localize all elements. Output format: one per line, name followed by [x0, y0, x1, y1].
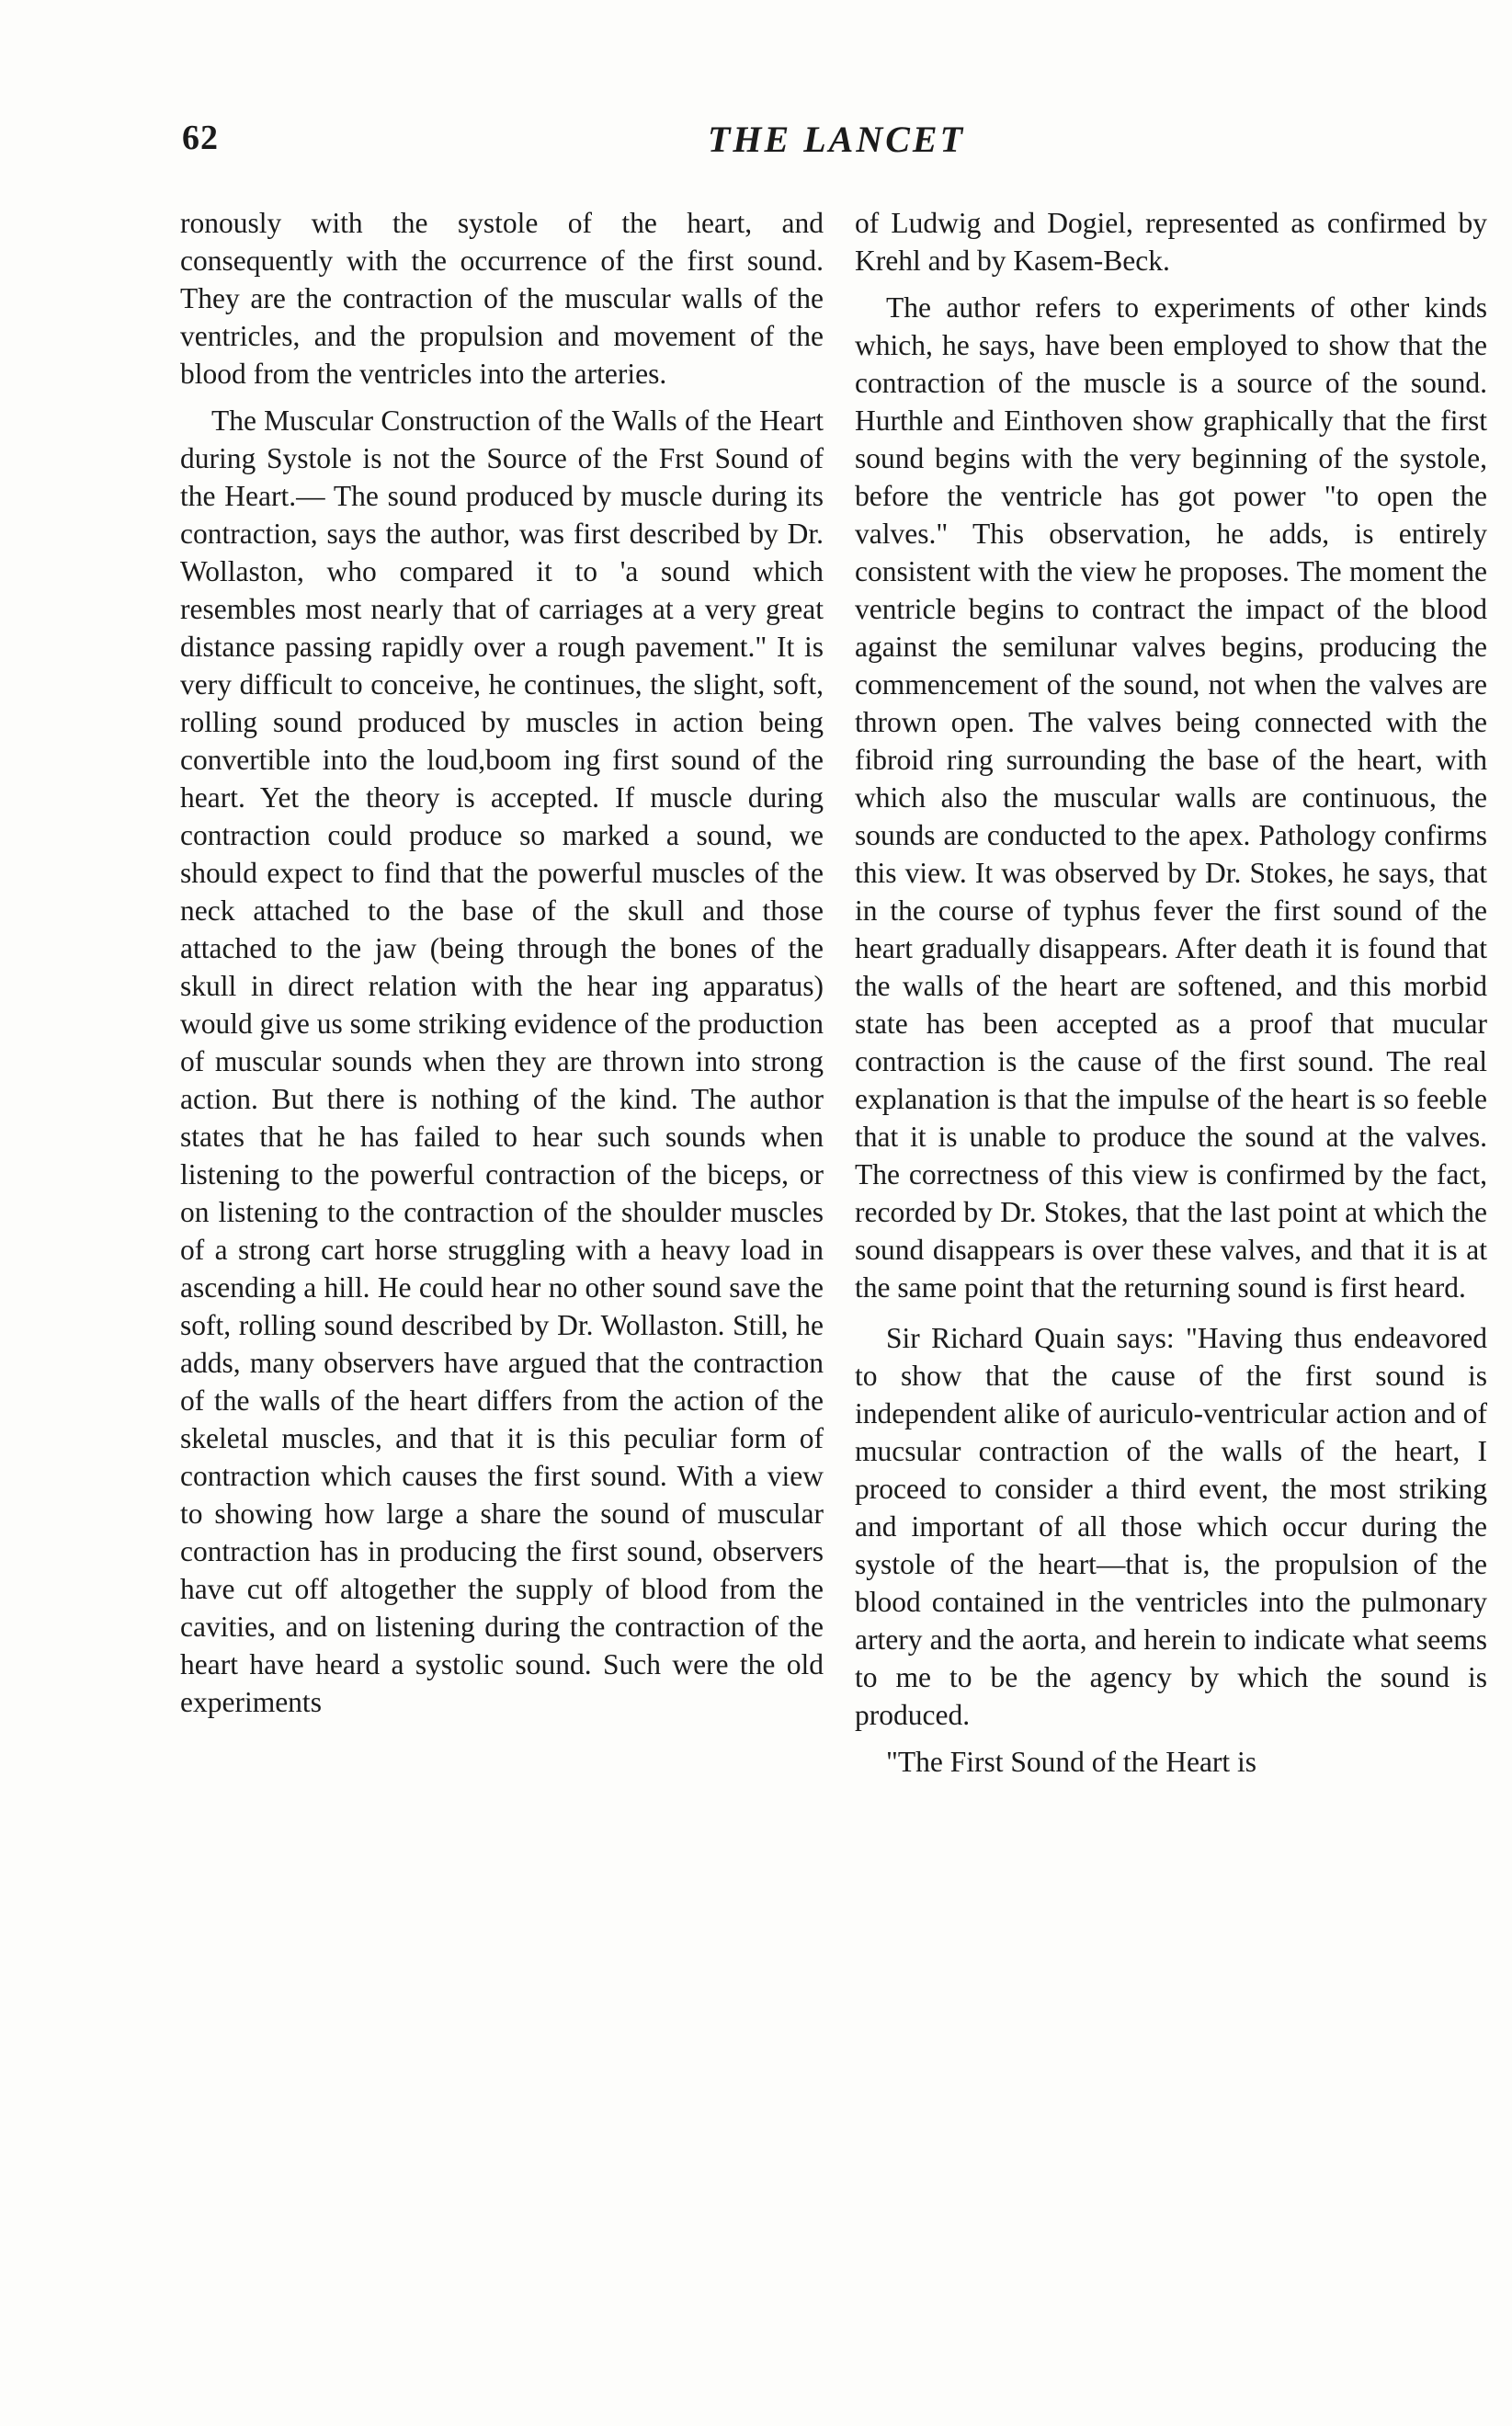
page-number: 62: [182, 119, 219, 157]
right-column: [855, 204, 1487, 1790]
right-paragraph-3: Sir Richard Quain says: "Having thus endeavored to show that the cause of the first sound is independent alike of auriculo-ventricular action and of mucsular contraction of the walls of the heart, I proceed to consider a third event, the most striking and important of all those which occur during the systole of the heart—that is, the propulsion of the blood contained in the ventricles into the pulmonary artery and the aorta, and herein to indicate what seems to me to be the agency by which the sound is produced.: [855, 1322, 1487, 1731]
left-paragraph-2: The Muscular Construction of the Walls of the Heart during Systole is not the Source of the Frst Sound of the Heart.— The sound produced by muscle during its contraction, says the author, was first described by Dr. Wollaston, who compared it to 'a sound which resembles most nearly that of carriages at a very great distance passing rapidly over a rough pavement." It is very difficult to conceive, he continues, the slight, soft, rolling sound produced by muscles in action being convertible into the loud,boom ing first sound of the heart. Yet the theory is accepted. If muscle during contraction could produce so marked a sound, we should expect to find that the powerful muscles of the neck attached to the base of the skull and those attached to the jaw (being through the bones of the skull in direct relation with the hear ing apparatus) would give us some striking evidence of the production of muscular sounds when they are thrown into strong action. But there is nothing of the kind. The author states that he has failed to hear such sounds when listening to the powerful contraction of the biceps, or on listening to the contraction of the shoulder muscles of a strong cart horse struggling with a heavy load in ascending a hill. He could hear no other sound save the soft, rolling sound described by Dr. Wollaston. Still, he adds, many observers have argued that the contraction of the walls of the heart differs from the action of the skeletal muscles, and that it is this peculiar form of contraction which causes the first sound. With a view to showing how large a share the sound of muscular contraction has in producing the first sound, observers have cut off altogether the supply of blood from the cavities, and on listening during the contraction of the heart have heard a systolic sound. Such were the old experiments: [180, 404, 824, 1718]
left-paragraph-1: ronously with the systole of the heart, and consequently with the occurrence of the first sound. They are the contraction of the muscular walls of the ventricles, and the propulsion and movement of the blood from the ventricles into the arteries.: [180, 207, 824, 390]
running-title: THE LANCET: [708, 119, 966, 160]
right-paragraph-2: The author refers to experiments of other kinds which, he says, have been employed to show that the contraction of the muscle is a source of the sound. Hurthle and Einthoven show graphically that the first sound begins with the very beginning of the systole, before the ventricle has got power "to open the valves." This observation, he adds, is entirely consistent with the view he proposes. The moment the ventricle begins to contract the impact of the blood against the semilunar valves begins, producing the commencement of the sound, not when the valves are thrown open. The valves being connected with the fibroid ring surrounding the base of the heart, with which also the muscular walls are continuous, the sounds are conducted to the apex. Pathology confirms this view. It was observed by Dr. Stokes, he says, that in the course of typhus fever the first sound of the heart gradually disappears. After death it is found that the walls of the heart are softened, and this morbid state has been accepted as a proof that mucular contraction is the cause of the first sound. The real explanation is that the impulse of the heart is so feeble that it is unable to produce the sound at the valves. The correctness of this view is confirmed by the fact, recorded by Dr. Stokes, that the last point at which the sound disappears is over these valves, and that it is at the same point that the returning sound is first heard.: [855, 291, 1487, 1304]
right-paragraph-4: "The First Sound of the Heart is: [886, 1746, 1257, 1778]
right-paragraph-1: of Ludwig and Dogiel, represented as confirmed by Krehl and by Kasem-Beck.: [855, 207, 1487, 277]
left-column: [180, 204, 824, 1730]
